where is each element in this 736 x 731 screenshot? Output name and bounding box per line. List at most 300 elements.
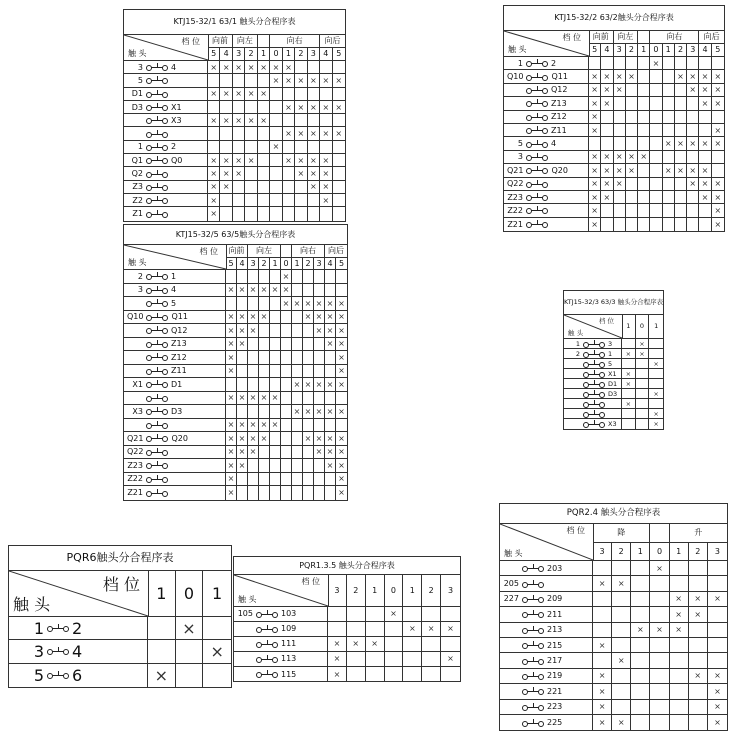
state-cell <box>220 167 232 179</box>
closed-mark-icon: × <box>310 155 317 165</box>
closed-mark-icon: × <box>322 102 330 112</box>
contact-symbol-icon <box>583 360 605 368</box>
closed-mark-icon: × <box>591 219 598 229</box>
state-cell <box>303 270 314 283</box>
state-cell <box>336 338 347 351</box>
state-cell <box>626 204 638 216</box>
closed-mark-icon: × <box>238 433 246 443</box>
state-cell <box>593 623 612 637</box>
state-cell <box>325 432 336 445</box>
table-row <box>504 70 724 83</box>
closed-mark-icon: × <box>714 702 721 712</box>
state-cell <box>237 378 248 391</box>
table-row <box>504 151 724 164</box>
state-cell <box>649 419 663 429</box>
state-cell <box>237 284 248 297</box>
contact-label-cell <box>500 607 593 621</box>
contact-right-terminal: 1 <box>608 349 613 358</box>
closed-mark-icon: × <box>227 325 235 335</box>
state-cell <box>237 446 248 459</box>
state-cell <box>292 297 303 310</box>
position-number: 0 <box>650 44 662 56</box>
position-number-row <box>593 543 727 560</box>
state-cell <box>270 297 281 310</box>
state-cell <box>258 207 270 220</box>
state-cell <box>303 459 314 472</box>
contact-left-terminal: 3 <box>33 641 44 661</box>
state-cell <box>295 141 307 153</box>
closed-mark-icon: × <box>617 656 625 666</box>
contact-symbol-icon <box>47 624 69 632</box>
state-cell <box>237 311 248 324</box>
closed-mark-icon: × <box>591 205 598 215</box>
state-cell <box>248 459 259 472</box>
state-cell <box>601 57 613 69</box>
state-cell <box>295 101 307 113</box>
closed-mark-icon: × <box>333 669 341 679</box>
state-cell <box>320 141 332 153</box>
contact-label-cell <box>504 97 589 109</box>
contact-label-cell <box>234 667 328 682</box>
closed-mark-icon: × <box>227 366 235 376</box>
state-cell <box>295 181 307 193</box>
state-cell <box>708 700 727 714</box>
state-cell <box>270 432 281 445</box>
state-cell <box>689 592 708 606</box>
state-cell <box>281 365 292 378</box>
closed-mark-icon: × <box>338 312 345 322</box>
state-cell <box>292 378 303 391</box>
contact-right-terminal: 2 <box>72 618 83 638</box>
state-cell <box>270 392 281 405</box>
contact-symbol-icon <box>146 130 168 138</box>
closed-mark-icon: × <box>247 155 255 165</box>
contact-label-cell <box>124 486 226 500</box>
closed-mark-icon: × <box>677 165 684 175</box>
closed-mark-icon: × <box>335 75 343 85</box>
state-cell <box>712 97 724 109</box>
position-number: 5 <box>338 259 345 268</box>
state-cell <box>689 653 708 667</box>
state-cell <box>220 101 232 113</box>
state-cell <box>233 154 245 166</box>
table-body <box>9 617 231 687</box>
contact-symbol-icon <box>146 299 168 307</box>
state-cell <box>233 167 245 179</box>
state-cell <box>589 124 601 136</box>
state-cell <box>708 638 727 652</box>
state-cell <box>589 111 601 123</box>
closed-mark-icon: × <box>293 298 301 308</box>
closed-mark-icon: × <box>338 339 345 349</box>
contact-symbol-icon <box>526 153 548 161</box>
table-row <box>504 178 724 191</box>
state-cell <box>203 664 231 687</box>
position-number: 4 <box>237 258 248 269</box>
position-number: 1 <box>148 571 176 616</box>
state-cell <box>270 473 281 486</box>
state-cell <box>336 459 347 472</box>
contact-symbol-icon <box>146 143 168 151</box>
state-cell <box>303 419 314 432</box>
state-cell <box>614 151 626 163</box>
state-cell <box>663 204 675 216</box>
contact-left-terminal: 3 <box>137 285 143 295</box>
state-cell <box>314 419 325 432</box>
table-row <box>9 640 231 663</box>
contact-symbol-icon <box>146 394 168 402</box>
state-cell <box>292 392 303 405</box>
table-ktj15-32-1 <box>123 9 346 222</box>
contact-symbol-icon <box>256 655 278 663</box>
closed-mark-icon: × <box>222 89 230 99</box>
state-cell <box>283 194 295 206</box>
state-cell <box>336 378 347 391</box>
contact-label-cell <box>124 114 208 126</box>
position-number: 1 <box>270 258 281 269</box>
contact-symbol-icon <box>146 421 168 429</box>
contact-symbol-icon <box>522 657 544 665</box>
state-cell <box>248 419 259 432</box>
state-cell <box>303 446 314 459</box>
state-cell <box>328 637 347 651</box>
state-cell <box>270 284 281 297</box>
state-cell <box>347 667 366 682</box>
state-cell <box>308 167 320 179</box>
contact-label-cell <box>124 365 226 378</box>
state-cell <box>712 137 724 149</box>
state-cell <box>336 365 347 378</box>
position-number: 1 <box>622 315 636 338</box>
contact-right-terminal: Z13 <box>171 339 187 349</box>
state-cell <box>245 88 257 100</box>
closed-mark-icon: × <box>714 205 722 215</box>
contact-label-cell <box>9 617 148 639</box>
contact-symbol-icon <box>146 461 168 469</box>
state-cell <box>325 297 336 310</box>
table-pqr6 <box>8 545 232 688</box>
state-cell <box>220 207 232 220</box>
contact-label-cell <box>234 652 328 666</box>
position-number: 2 <box>295 48 307 60</box>
closed-mark-icon: × <box>285 62 292 72</box>
state-cell <box>320 194 332 206</box>
table-row <box>564 359 663 369</box>
position-number: 0 <box>650 543 669 560</box>
closed-mark-icon: × <box>260 393 268 403</box>
table-row <box>500 715 727 730</box>
position-number: 2 <box>259 258 270 269</box>
state-cell <box>259 351 270 364</box>
header-label-cell <box>124 35 209 60</box>
state-cell <box>650 191 662 203</box>
closed-mark-icon: × <box>326 433 334 443</box>
contact-left-terminal: Q21 <box>127 433 144 443</box>
table-row <box>504 124 724 137</box>
state-cell <box>689 669 708 683</box>
closed-mark-icon: × <box>591 98 598 108</box>
closed-mark-icon: × <box>714 192 722 202</box>
closed-mark-icon: × <box>227 460 235 470</box>
state-cell <box>270 405 281 418</box>
state-cell <box>670 607 689 621</box>
closed-mark-icon: × <box>182 618 196 638</box>
state-cell <box>675 218 687 231</box>
state-cell <box>601 111 613 123</box>
contact-label-cell <box>500 653 593 667</box>
contact-symbol-icon <box>146 170 168 178</box>
state-cell <box>670 561 689 575</box>
state-cell <box>589 191 601 203</box>
state-cell <box>708 715 727 730</box>
closed-mark-icon: × <box>714 718 721 728</box>
state-cell <box>176 640 204 662</box>
contact-right-terminal: 3 <box>608 339 613 348</box>
state-cell <box>258 141 270 153</box>
table-row <box>564 399 663 409</box>
state-cell <box>612 638 631 652</box>
state-cell <box>663 218 675 231</box>
contact-right-terminal: Z13 <box>551 98 567 108</box>
state-cell <box>259 365 270 378</box>
state-cell <box>233 101 245 113</box>
table-row <box>124 365 347 379</box>
contact-right-terminal: Z11 <box>171 366 187 376</box>
state-cell <box>270 324 281 337</box>
position-number: 1 <box>403 575 422 606</box>
state-cell <box>270 419 281 432</box>
table-title: PQR1.3.5 触头分合程序表 <box>234 557 460 575</box>
state-cell <box>308 74 320 86</box>
state-cell <box>663 164 675 176</box>
contact-symbol-icon <box>522 610 544 618</box>
table-row <box>500 700 727 715</box>
closed-mark-icon: × <box>310 169 317 179</box>
state-cell <box>295 194 307 206</box>
state-cell <box>320 127 332 139</box>
state-cell <box>675 178 687 190</box>
closed-mark-icon: × <box>293 406 301 416</box>
closed-mark-icon: × <box>591 85 598 95</box>
state-cell <box>314 338 325 351</box>
state-cell <box>233 141 245 153</box>
state-cell <box>303 351 314 364</box>
state-cell <box>712 124 724 136</box>
contact-label-cell <box>124 378 226 391</box>
state-cell <box>687 164 699 176</box>
table-header <box>504 31 724 57</box>
state-cell <box>614 124 626 136</box>
table-title: PQR2.4 触头分合程序表 <box>500 504 727 524</box>
contact-label-cell <box>500 561 593 575</box>
closed-mark-icon: × <box>210 209 218 219</box>
closed-mark-icon: × <box>304 433 312 443</box>
closed-mark-icon: × <box>326 460 334 470</box>
state-cell <box>248 351 259 364</box>
contact-symbol-icon <box>146 434 168 442</box>
state-cell <box>292 419 303 432</box>
state-cell <box>670 715 689 730</box>
closed-mark-icon: × <box>714 85 722 95</box>
closed-mark-icon: × <box>210 641 224 661</box>
state-cell <box>226 459 237 472</box>
closed-mark-icon: × <box>297 102 305 112</box>
state-cell <box>325 338 336 351</box>
contact-left-terminal: 105 <box>237 609 253 619</box>
closed-mark-icon: × <box>297 155 305 165</box>
state-cell <box>638 84 650 96</box>
contact-right-terminal: 2 <box>551 58 557 68</box>
state-cell <box>281 419 292 432</box>
state-cell <box>259 270 270 283</box>
contact-right-terminal: 5 <box>171 298 177 308</box>
closed-mark-icon: × <box>322 195 330 205</box>
state-cell <box>208 194 220 206</box>
state-cell <box>208 167 220 179</box>
state-cell <box>614 97 626 109</box>
contact-right-terminal: 203 <box>547 563 563 573</box>
state-cell <box>320 207 332 220</box>
state-cell <box>245 194 257 206</box>
position-number: 2 <box>422 575 441 606</box>
state-cell <box>328 622 347 636</box>
state-cell <box>281 446 292 459</box>
closed-mark-icon: × <box>210 62 218 72</box>
contact-right-terminal: 211 <box>547 609 563 619</box>
state-cell <box>650 669 669 683</box>
position-number: 5 <box>226 258 237 269</box>
state-cell <box>308 141 320 153</box>
table-header <box>124 245 347 270</box>
state-cell <box>441 622 460 636</box>
contact-right-terminal: 215 <box>547 640 563 650</box>
state-cell <box>631 561 650 575</box>
position-label: 档 位 <box>566 526 585 535</box>
state-cell <box>650 653 669 667</box>
closed-mark-icon: × <box>338 379 345 389</box>
state-cell <box>226 378 237 391</box>
state-cell <box>612 684 631 698</box>
contact-symbol-icon <box>526 140 548 148</box>
closed-mark-icon: × <box>210 182 218 192</box>
position-number: 0 <box>636 315 650 338</box>
closed-mark-icon: × <box>603 85 611 95</box>
contact-right-terminal: D1 <box>171 379 183 389</box>
state-cell <box>422 667 441 682</box>
contact-label-cell <box>564 419 622 429</box>
state-cell <box>385 667 404 682</box>
contact-left-terminal: Z2 <box>132 195 143 205</box>
position-number: 3 <box>714 547 720 556</box>
state-cell <box>314 365 325 378</box>
state-cell <box>712 84 724 96</box>
state-cell <box>614 137 626 149</box>
position-number-row <box>148 571 231 616</box>
contact-label-cell <box>124 181 208 193</box>
state-cell <box>248 324 259 337</box>
closed-mark-icon: × <box>282 285 290 295</box>
closed-mark-icon: × <box>664 139 672 149</box>
state-cell <box>333 127 345 139</box>
position-number: 0 <box>281 258 292 269</box>
table-title: KTJ15-32/3 63/3 触头分合程序表 <box>564 291 663 315</box>
closed-mark-icon: × <box>238 447 246 457</box>
closed-mark-icon: × <box>653 409 659 418</box>
closed-mark-icon: × <box>297 75 305 85</box>
header-label-cell <box>500 524 594 560</box>
state-cell <box>699 151 711 163</box>
state-cell <box>325 351 336 364</box>
closed-mark-icon: × <box>297 129 305 139</box>
state-cell <box>208 114 220 126</box>
state-cell <box>270 194 282 206</box>
state-cell <box>248 392 259 405</box>
state-cell <box>259 338 270 351</box>
contact-label-cell <box>564 349 622 358</box>
contact-left-terminal: Q22 <box>127 447 144 457</box>
contact-symbol-icon <box>526 220 548 228</box>
state-cell <box>237 270 248 283</box>
state-cell <box>226 365 237 378</box>
contact-symbol-icon <box>146 313 168 321</box>
closed-mark-icon: × <box>310 129 317 139</box>
closed-mark-icon: × <box>603 98 611 108</box>
state-cell <box>292 338 303 351</box>
closed-mark-icon: × <box>640 152 648 162</box>
state-cell <box>614 70 626 82</box>
closed-mark-icon: × <box>338 352 345 362</box>
contact-label-cell <box>124 419 226 432</box>
state-cell <box>589 57 601 69</box>
position-number: 3 <box>447 586 454 595</box>
contact-right-terminal: Q12 <box>171 325 188 335</box>
table-row <box>500 592 727 607</box>
state-cell <box>283 127 295 139</box>
state-cell <box>699 124 711 136</box>
contact-right-terminal: 6 <box>72 665 83 685</box>
closed-mark-icon: × <box>271 420 279 430</box>
state-cell <box>283 61 295 73</box>
state-cell <box>248 270 259 283</box>
table-body <box>564 339 663 429</box>
contact-symbol-icon <box>146 156 168 164</box>
state-cell <box>626 84 638 96</box>
state-cell <box>237 324 248 337</box>
contact-right-terminal: Q11 <box>551 72 568 82</box>
state-cell <box>245 154 257 166</box>
state-cell <box>270 154 282 166</box>
contact-label-cell <box>124 88 208 100</box>
closed-mark-icon: × <box>603 72 611 82</box>
state-cell <box>638 111 650 123</box>
table-pqr1-3-5 <box>233 556 461 682</box>
contact-symbol-icon <box>146 286 168 294</box>
state-cell <box>622 359 636 368</box>
state-cell <box>687 191 699 203</box>
position-label: 档 位 <box>102 575 140 594</box>
state-cell <box>612 653 631 667</box>
state-cell <box>281 473 292 486</box>
state-cell <box>689 561 708 575</box>
closed-mark-icon: × <box>247 89 255 99</box>
state-cell <box>325 419 336 432</box>
table-row <box>124 311 347 325</box>
position-number: 4 <box>220 48 232 60</box>
state-cell <box>226 392 237 405</box>
closed-mark-icon: × <box>656 625 663 635</box>
contact-label-cell <box>124 405 226 418</box>
contact-left-terminal: Q1 <box>131 155 143 165</box>
